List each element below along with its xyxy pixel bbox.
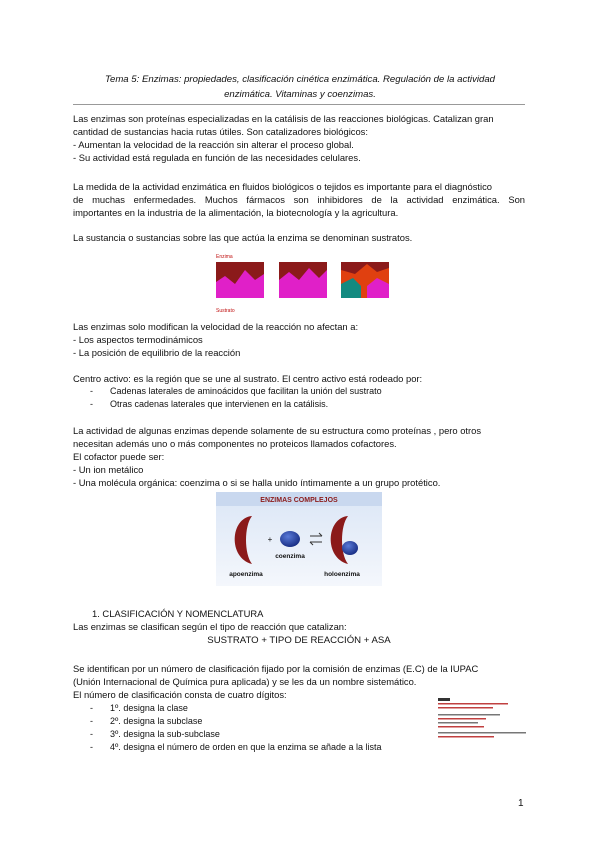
para4-bullet-1: - Los aspectos termodinámicos xyxy=(73,334,203,345)
dash-marker: - xyxy=(90,399,93,409)
section-heading: 1. CLASIFICACIÓN Y NOMENCLATURA xyxy=(92,608,264,619)
enzyme-substrate-figure xyxy=(215,250,390,315)
figure-enzima-label: Enzima xyxy=(216,254,233,260)
para8-line-3: El número de clasificación consta de cuatro dígitos: xyxy=(73,689,287,700)
coenzyme-shape xyxy=(280,531,300,547)
example-inset xyxy=(438,698,528,746)
title-rule xyxy=(73,104,525,105)
block-1 xyxy=(216,262,264,298)
list-item: 2º. designa la subclase xyxy=(110,716,203,726)
dash-marker: - xyxy=(90,703,93,713)
para7: Las enzimas se clasifican según el tipo de reacción que catalizan: xyxy=(73,621,347,632)
para6-line-3: El cofactor puede ser: xyxy=(73,451,165,462)
dash-marker: - xyxy=(90,386,93,396)
figure-sustrato-label: Sustrato xyxy=(216,308,235,314)
para5-bullet-1: Cadenas laterales de aminoácidos que facilitan la unión del sustrato xyxy=(110,386,382,396)
list-item: 4º. designa el número de orden en que la enzima se añade a la lista xyxy=(110,742,382,752)
dash-marker: - xyxy=(90,742,93,752)
list-item: 1º. designa la clase xyxy=(110,703,188,713)
intro-line-1: Las enzimas son proteínas especializadas en la catálisis de las reacciones biológicas. Catalizan gran xyxy=(73,113,494,124)
block-2 xyxy=(279,262,327,298)
page-number: 1 xyxy=(518,798,524,809)
para8-line-1: Se identifican por un número de clasificación fijado por la comisión de enzimas (E.C) de la IUPAC xyxy=(73,663,479,674)
para6-bullet-2: - Una molécula orgánica: coenzima o si se halla unido íntimamente a un grupo protético. xyxy=(73,477,441,488)
dash-marker: - xyxy=(90,716,93,726)
para4-bullet-2: - La posición de equilibrio de la reacción xyxy=(73,347,241,358)
holoenzima-label: holoenzima xyxy=(324,571,360,578)
intro-line-2: cantidad de sustancias hacia rutas útiles. Son catalizadores biológicos: xyxy=(73,126,368,137)
block-3 xyxy=(341,262,389,298)
dash-marker: - xyxy=(90,729,93,739)
intro-bullet-2: - Su actividad está regulada en función de las necesidades celulares. xyxy=(73,152,361,163)
page-title: Tema 5: Enzimas: propiedades, clasificación cinética enzimática. Regulación de la actividad enzimática. Vitaminas y coenzimas. xyxy=(105,74,495,100)
para6-line-2: necesitan además uno o más componentes no proteicos llamados cofactores. xyxy=(73,438,397,449)
apoenzima-label: apoenzima xyxy=(229,571,263,578)
para6-line-1: La actividad de algunas enzimas depende solamente de su estructura como proteínas , pero otros xyxy=(73,425,482,436)
list-item: 3º. designa la sub-subclase xyxy=(110,729,220,739)
holoenzyme-coenzyme xyxy=(342,541,358,555)
para2-line-1: La medida de la actividad enzimática en fluidos biológicos o tejidos es importante para el diagnóstico xyxy=(73,181,493,192)
para2-line-3: importantes en la industria de la alimentación, la biotecnología y la agricultura. xyxy=(73,207,399,218)
figure-title: ENZIMAS COMPLEJOS xyxy=(260,497,338,504)
coenzima-label: coenzima xyxy=(275,553,305,560)
intro-bullet-1: - Aumentan la velocidad de la reacción sin alterar el proceso global. xyxy=(73,139,354,150)
para8-line-2: (Unión Internacional de Química pura aplicada) y se les da un nombre sistemático. xyxy=(73,676,417,687)
para6-bullet-1: - Un ion metálico xyxy=(73,464,144,475)
para2-line-2: de muchas enfermedades. Muchos fármacos son inhibidores de la actividad enzimática. Son xyxy=(73,194,525,205)
plus-sign: + xyxy=(267,535,273,544)
complex-enzymes-figure xyxy=(216,492,382,586)
para3: La sustancia o sustancias sobre las que actúa la enzima se denominan sustratos. xyxy=(73,232,413,243)
para5-bullet-2: Otras cadenas laterales que intervienen en la catálisis. xyxy=(110,399,329,409)
para4: Las enzimas solo modifican la velocidad de la reacción no afectan a: xyxy=(73,321,359,332)
para5: Centro activo: es la región que se une al sustrato. El centro activo está rodeado por: xyxy=(73,373,423,384)
naming-formula: SUSTRATO + TIPO DE REACCIÓN + ASA xyxy=(207,635,391,646)
